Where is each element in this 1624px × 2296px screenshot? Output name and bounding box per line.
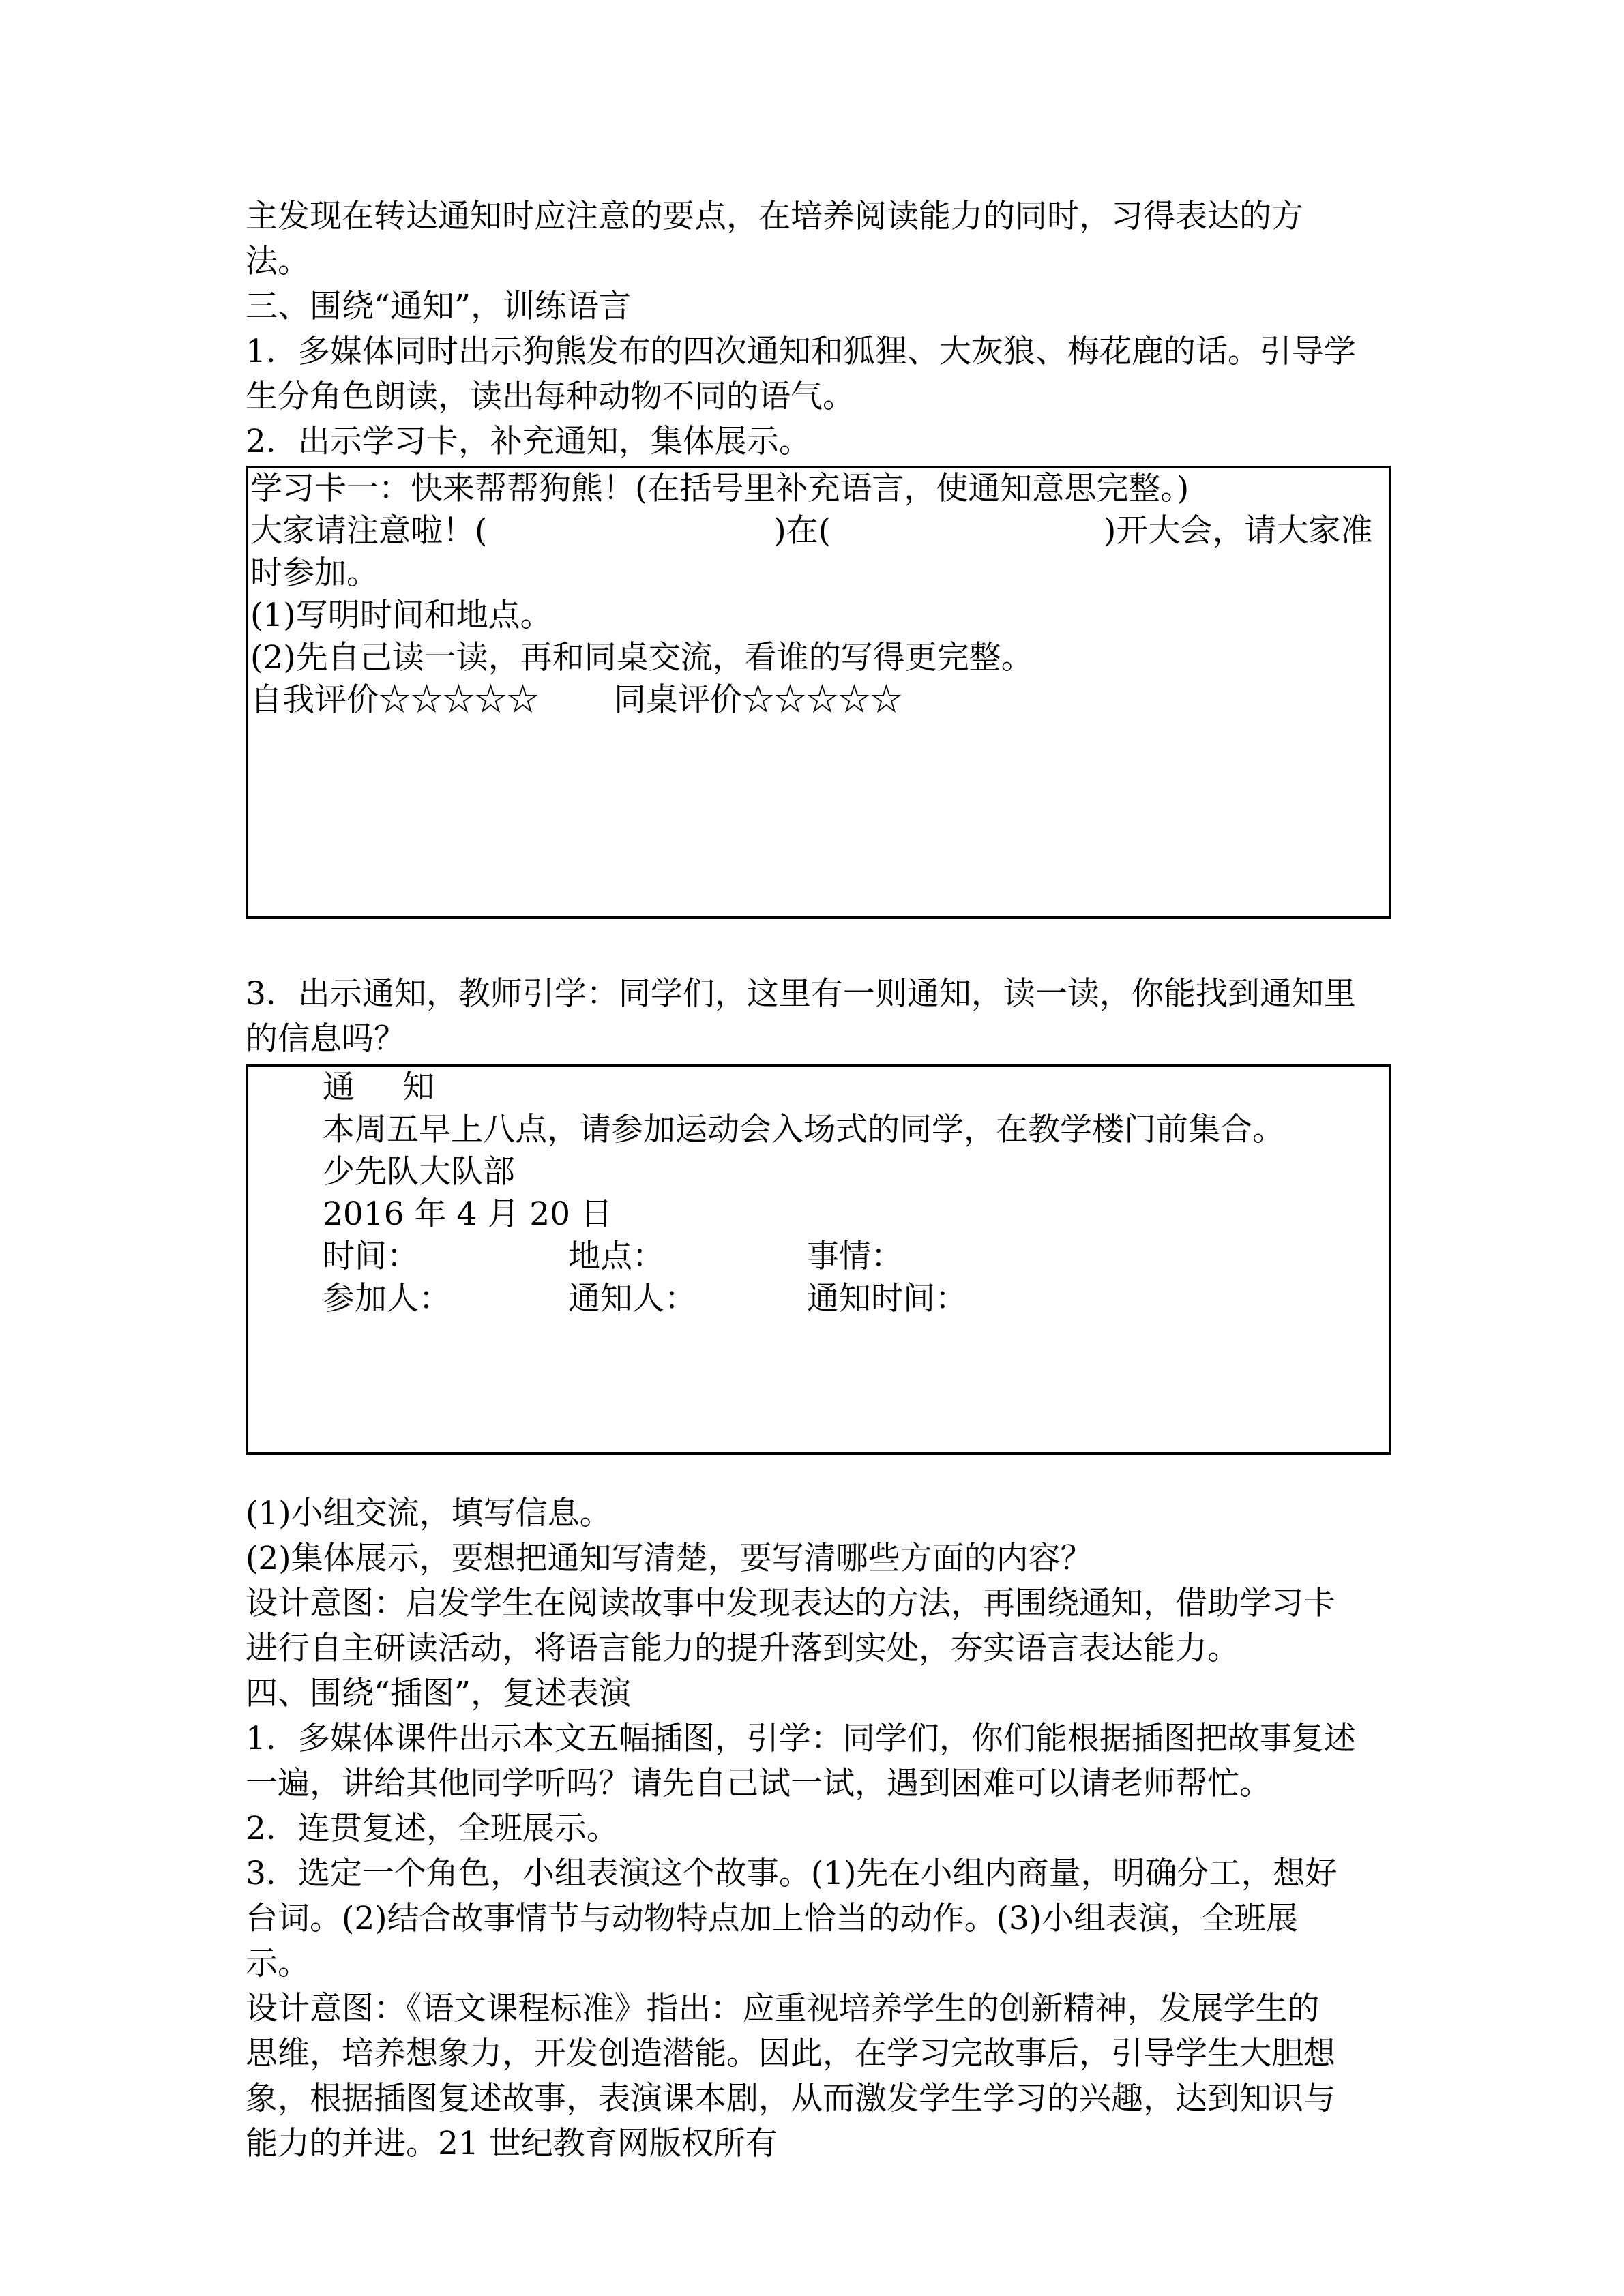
paragraph-line: (1)小组交流，填写信息。	[246, 1495, 612, 1532]
requirement-1: (1)写明时间和地点。	[250, 597, 552, 634]
info-fields-row	[323, 1278, 1389, 1320]
field-issuer: 通知人：	[568, 1280, 696, 1317]
design-intent-line: 设计意图：《语文课程标准》指出：应重视培养学生的创新精神，发展学生的	[246, 1990, 1320, 2027]
design-intent-line: 设计意图：启发学生在阅读故事中发现表达的方法，再围绕通知，借助学习卡	[246, 1585, 1335, 1622]
paragraph-line: 1．多媒体同时出示狗熊发布的四次通知和狐狸、大灰狼、梅花鹿的话。引导学	[246, 333, 1356, 370]
design-intent-line: 思维，培养想象力，开发创造潜能。因此，在学习完故事后，引导学生大胆想	[246, 2035, 1335, 2072]
section-heading: 四、围绕“插图”，复述表演	[246, 1675, 632, 1712]
field-time: 时间：	[323, 1238, 419, 1275]
evaluation-line	[250, 679, 1389, 721]
paragraph-line: 2．出示学习卡，补充通知，集体展示。	[246, 423, 811, 460]
notice-date: 2016 年 4 月 20 日	[323, 1195, 613, 1233]
notice-fill-line-cont: 时参加。	[250, 554, 379, 592]
paragraph-line: 3．选定一个角色，小组表演这个故事。(1)先在小组内商量，明确分工，想好	[246, 1855, 1338, 1892]
card-title: 学习卡一：快来帮帮狗熊！(在括号里补充语言，使通知意思完整。)	[250, 470, 1190, 507]
design-intent-line: 进行自主研读活动，将语言能力的提升落到实处，夯实语言表达能力。	[246, 1630, 1239, 1667]
field-participants: 参加人：	[323, 1280, 451, 1317]
section-heading: 三、围绕“通知”，训练语言	[246, 288, 632, 325]
info-fields-row	[323, 1236, 1389, 1278]
paragraph-line: 示。	[246, 1945, 310, 1982]
notice-text-mid: )在(	[773, 512, 831, 550]
requirement-2: (2)先自己读一读，再和同桌交流，看谁的写得更完整。	[250, 639, 1033, 676]
notice-body: 本周五早上八点，请参加运动会入场式的同学，在教学楼门前集合。	[323, 1111, 1284, 1148]
intro-line: 法。	[246, 243, 310, 280]
field-event: 事情：	[807, 1238, 903, 1275]
notice-title: 通 知	[323, 1069, 434, 1106]
field-place: 地点：	[568, 1238, 664, 1275]
paragraph-line: 的信息吗？	[246, 1020, 406, 1058]
peer-evaluation-stars: 同桌评价☆☆☆☆☆	[614, 681, 902, 719]
paragraph-line: 2．连贯复述，全班展示。	[246, 1810, 619, 1847]
design-intent-line: 能力的并进。21 世纪教育网版权所有	[246, 2125, 778, 2162]
notice-card	[246, 1064, 1391, 1455]
paragraph-line: (2)集体展示，要想把通知写清楚，要写清哪些方面的内容？	[246, 1540, 1093, 1577]
paragraph-line: 台词。(2)结合故事情节与动物特点加上恰当的动作。(3)小组表演，全班展	[246, 1900, 1299, 1937]
notice-text-start: 大家请注意啦！(	[250, 512, 488, 550]
notice-issuer: 少先队大队部	[323, 1153, 515, 1191]
intro-line: 主发现在转达通知时应注意的要点，在培养阅读能力的同时，习得表达的方	[246, 198, 1303, 235]
paragraph-line: 生分角色朗读，读出每种动物不同的语气。	[246, 378, 855, 415]
field-notice-time: 通知时间：	[807, 1280, 967, 1317]
study-card-one	[246, 466, 1391, 919]
design-intent-line: 象，根据插图复述故事，表演课本剧，从而激发学生学习的兴趣，达到知识与	[246, 2080, 1335, 2117]
paragraph-line: 1．多媒体课件出示本文五幅插图，引学：同学们，你们能根据插图把故事复述	[246, 1720, 1356, 1757]
notice-fill-line	[250, 510, 1389, 552]
paragraph-line: 3．出示通知，教师引学：同学们，这里有一则通知，读一读，你能找到通知里	[246, 975, 1356, 1013]
paragraph-line: 一遍，讲给其他同学听吗？请先自己试一试，遇到困难可以请老师帮忙。	[246, 1765, 1271, 1802]
self-evaluation-stars: 自我评价☆☆☆☆☆	[250, 681, 539, 719]
document-body	[246, 194, 1391, 2166]
notice-text-end: )开大会，请大家准	[1104, 512, 1373, 550]
